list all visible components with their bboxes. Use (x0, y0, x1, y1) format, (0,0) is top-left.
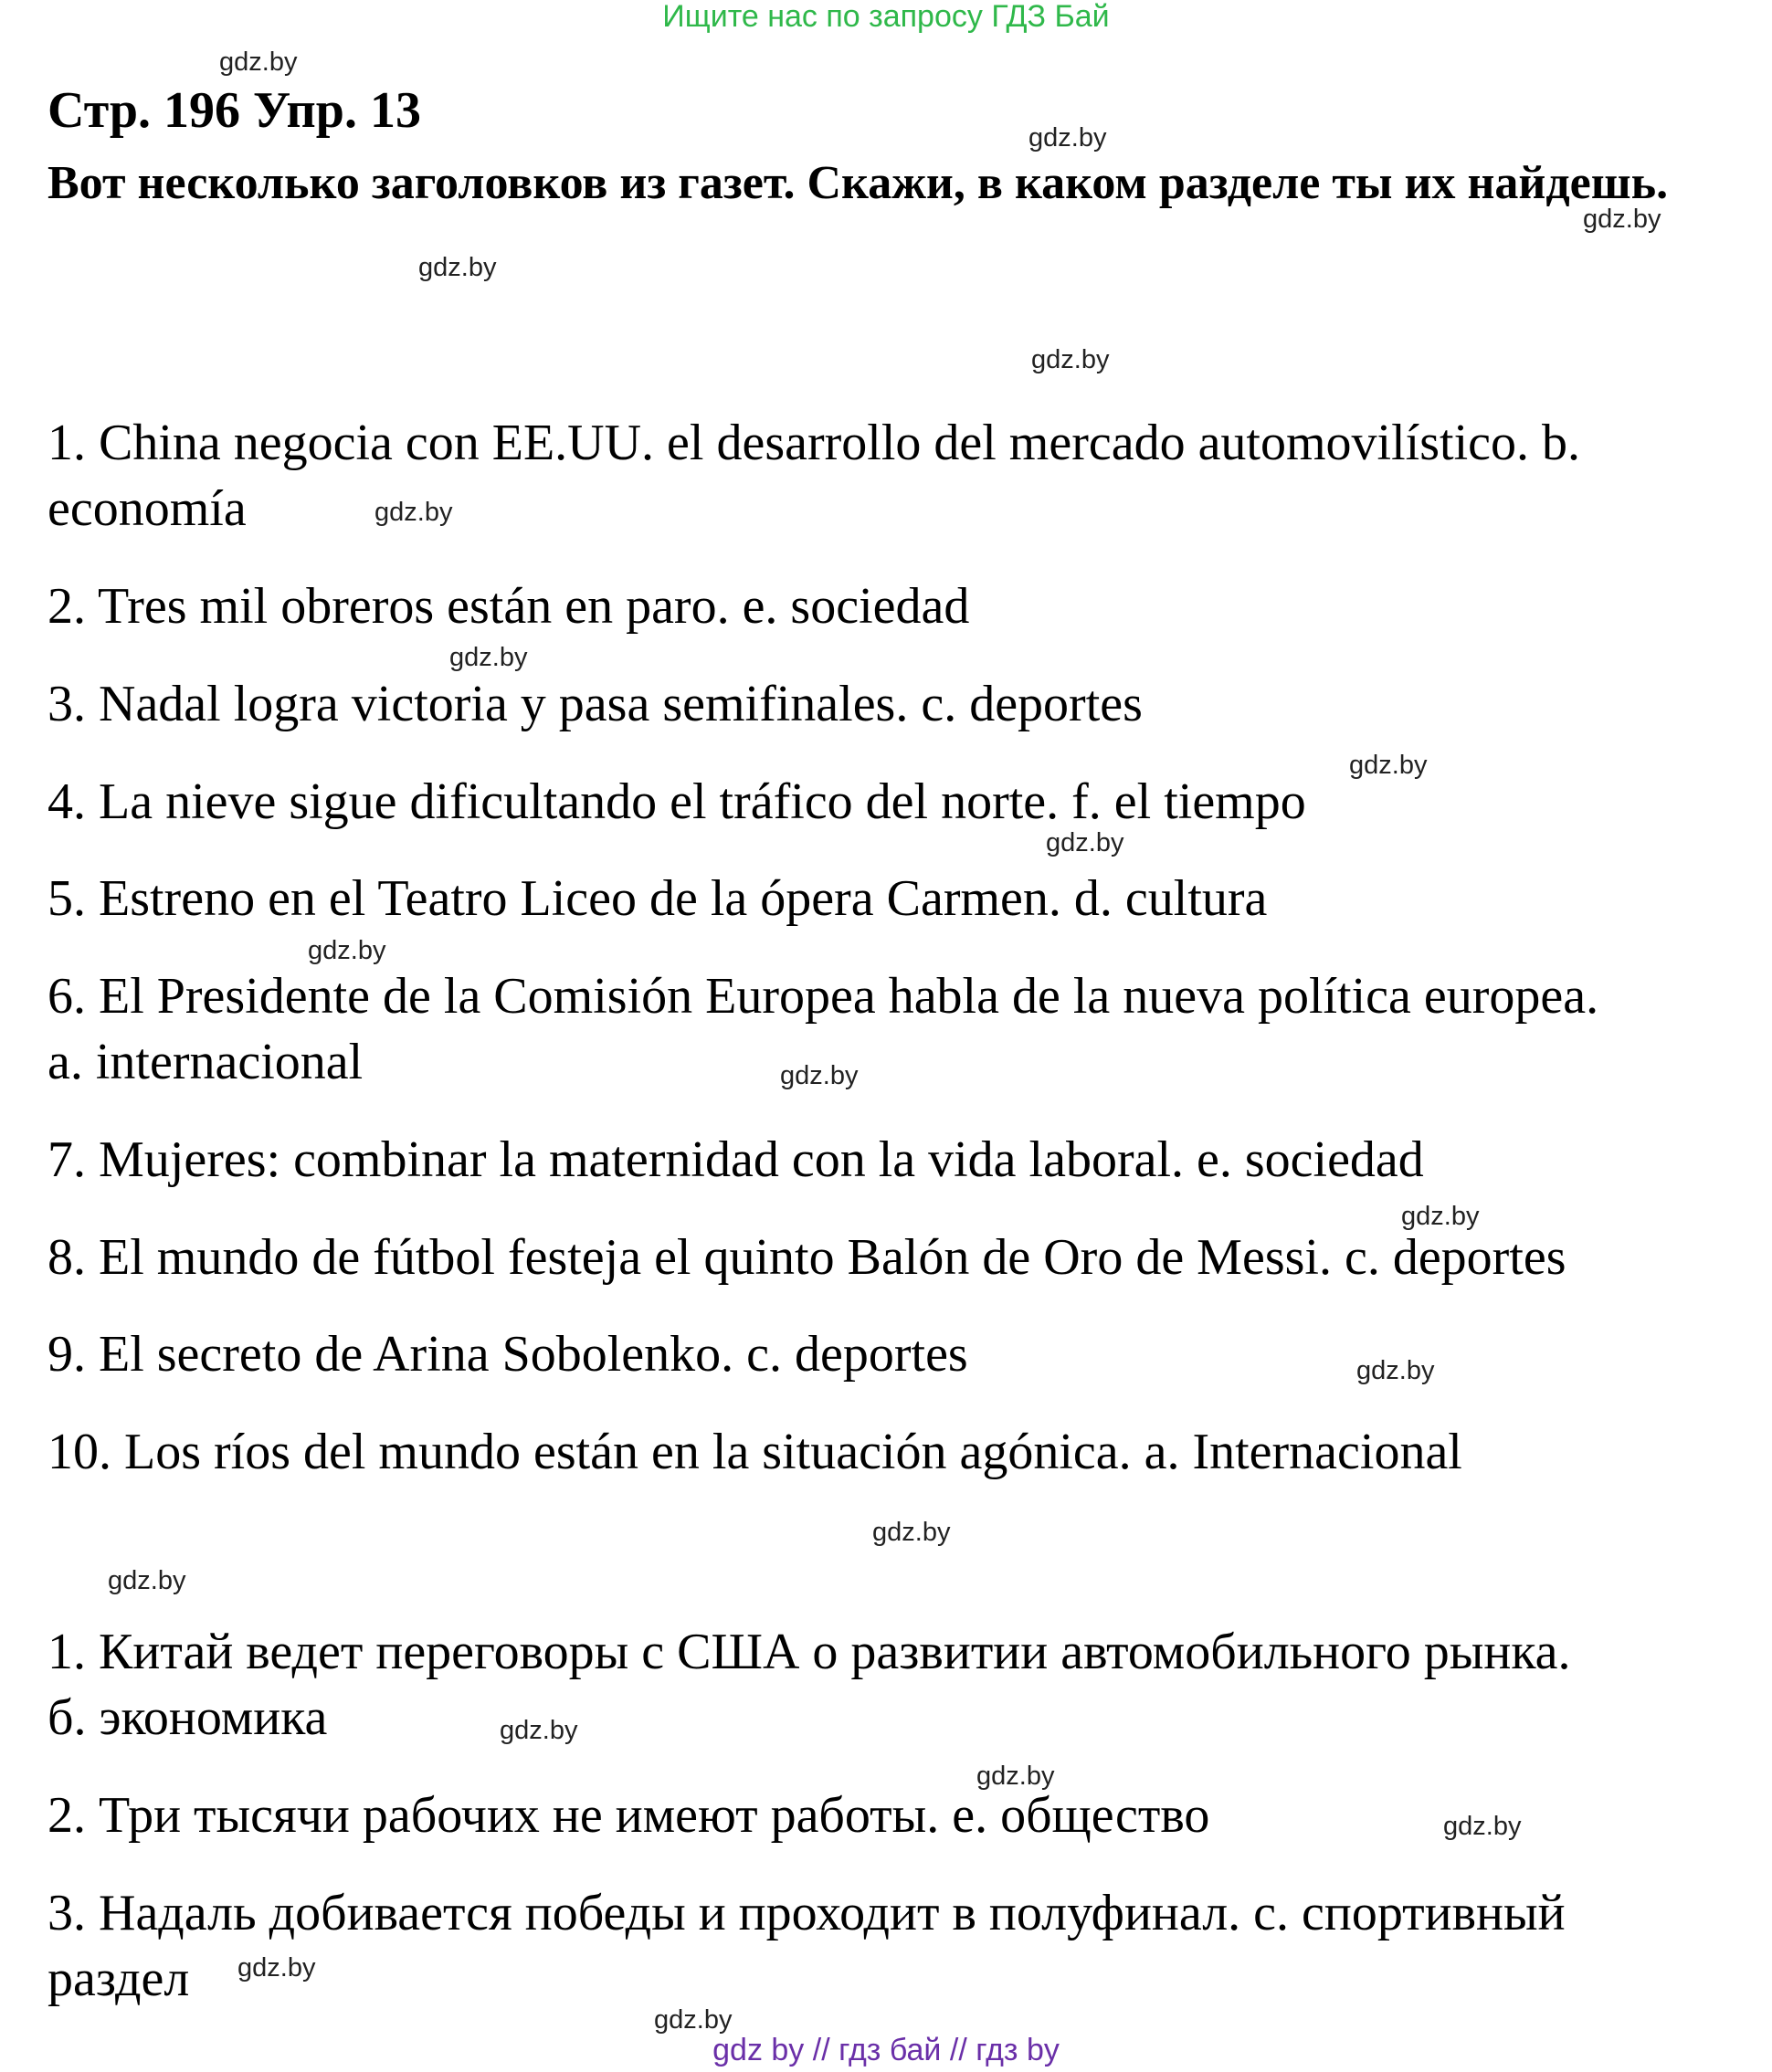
russian-item-3-line2: раздел (47, 1951, 190, 2007)
footer-links: gdz by // гдз бай // гдз by (712, 2033, 1060, 2067)
watermark: gdz.by (1356, 1356, 1435, 1385)
watermark: gdz.by (654, 2005, 733, 2035)
watermark: gdz.by (418, 253, 497, 282)
watermark: gdz.by (1583, 205, 1661, 234)
spanish-item-3: 3. Nadal logra victoria y pasa semifinales. c. deportes (47, 676, 1143, 732)
spanish-item-5: 5. Estreno en el Teatro Liceo de la ópera Carmen. d. cultura (47, 870, 1268, 927)
watermark: gdz.by (1349, 751, 1428, 780)
watermark: gdz.by (780, 1061, 859, 1090)
spanish-item-6-line2: a. internacional (47, 1034, 364, 1090)
watermark: gdz.by (108, 1566, 186, 1595)
spanish-item-1-line1: 1. China negocia con EE.UU. el desarrollo del mercado automovilístico. b. (47, 415, 1580, 471)
watermark: gdz.by (872, 1518, 951, 1547)
spanish-item-9: 9. El secreto de Arina Sobolenko. c. deportes (47, 1326, 968, 1383)
watermark: gdz.by (500, 1716, 578, 1745)
spanish-item-6-line1: 6. El Presidente de la Comisión Europea habla de la nueva política europea. (47, 968, 1599, 1025)
russian-item-1-line1: 1. Китай ведет переговоры с США о развитии автомобильного рынка. (47, 1624, 1571, 1680)
watermark: gdz.by (374, 498, 453, 527)
watermark: gdz.by (1031, 345, 1110, 374)
spanish-item-10: 10. Los ríos del mundo están en la situación agónica. a. Internacional (47, 1424, 1462, 1480)
top-banner: Ищите нас по запросу ГДЗ Бай (662, 0, 1110, 34)
watermark: gdz.by (1028, 123, 1107, 153)
watermark: gdz.by (449, 643, 528, 672)
spanish-item-4: 4. La nieve sigue dificultando el tráfico del norte. f. el tiempo (47, 773, 1306, 830)
russian-item-3-line1: 3. Надаль добивается победы и проходит в полуфинал. с. спортивный (47, 1885, 1566, 1941)
watermark: gdz.by (1401, 1202, 1480, 1231)
watermark: gdz.by (1443, 1812, 1522, 1841)
spanish-item-7: 7. Mujeres: combinar la maternidad con la vida laboral. e. sociedad (47, 1131, 1424, 1188)
task-text: Вот несколько заголовков из газет. Скажи, в каком разделе ты их найдешь. (47, 157, 1669, 209)
spanish-item-8: 8. El mundo de fútbol festeja el quinto Balón de Oro de Messi. c. deportes (47, 1229, 1566, 1286)
spanish-item-1-line2: economía (47, 480, 247, 537)
watermark: gdz.by (219, 47, 298, 77)
watermark: gdz.by (1046, 828, 1124, 857)
russian-item-1-line2: б. экономика (47, 1689, 328, 1746)
spanish-item-2: 2. Tres mil obreros están en paro. e. sociedad (47, 578, 970, 635)
watermark: gdz.by (308, 936, 386, 965)
page-title: Стр. 196 Упр. 13 (47, 82, 421, 139)
russian-item-2: 2. Три тысячи рабочих не имеют работы. е. общество (47, 1787, 1210, 1844)
watermark: gdz.by (237, 1953, 316, 1983)
watermark: gdz.by (976, 1762, 1055, 1791)
